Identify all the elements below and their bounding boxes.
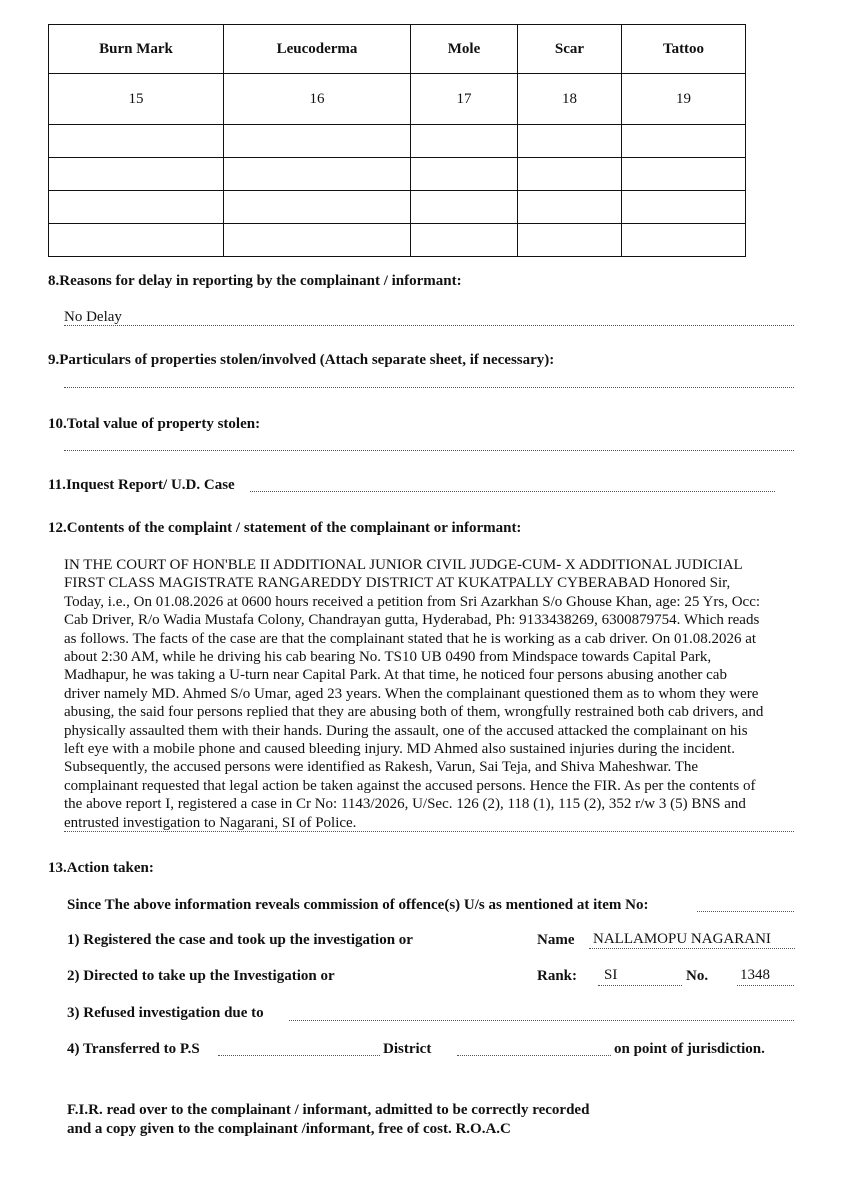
statement-line: Subsequently, the accused persons were identified as Rakesh, Varun, Sai Teja, and Shiva Maheshwar. The — [64, 759, 699, 776]
table-cell[interactable] — [224, 125, 411, 158]
table-cell[interactable] — [622, 224, 746, 257]
column-number: 17 — [411, 74, 518, 125]
statement-line: left eye with a mobile phone and caused bleeding injury. MD Ahmed also sustained injuries during the incident. — [64, 741, 735, 758]
officer-name-field[interactable] — [589, 948, 795, 949]
table-row — [49, 158, 746, 191]
table-cell[interactable] — [224, 224, 411, 257]
table-cell[interactable] — [224, 191, 411, 224]
section-12-heading — [48, 520, 521, 537]
section-13-heading — [48, 860, 154, 877]
action-item-3: 3) Refused investigation due to — [67, 1005, 264, 1021]
officer-number-value: 1348 — [740, 967, 770, 983]
table-cell[interactable] — [518, 191, 622, 224]
table-cell[interactable] — [518, 224, 622, 257]
section-label: Total value of property stolen: — [66, 416, 261, 432]
section-number: 11. — [48, 477, 66, 493]
statement-line: driver namely MD. Ahmed S/o Umar, aged 23 years. When the complainant questioned them as to whom they were — [64, 685, 759, 702]
table-cell[interactable] — [411, 125, 518, 158]
column-number: 15 — [49, 74, 224, 125]
refusal-reason-field[interactable] — [289, 1020, 794, 1021]
header-leucoderma: Leucoderma — [224, 25, 411, 74]
header-burn-mark: Burn Mark — [49, 25, 224, 74]
section-10-heading — [48, 416, 260, 433]
table-cell[interactable] — [411, 158, 518, 191]
table-cell[interactable] — [411, 191, 518, 224]
table-header-row — [49, 25, 746, 74]
header-tattoo: Tattoo — [622, 25, 746, 74]
section-label: Reasons for delay in reporting by the complainant / informant: — [59, 273, 462, 289]
table-row — [49, 125, 746, 158]
roac-line-1: F.I.R. read over to the complainant / informant, admitted to be correctly recorded — [67, 1102, 590, 1118]
statement-line: Cab Driver, R/o Wadia Mustafa Colony, Chandrayan gutta, Hyderabad, Ph: 9133438269, 6300879754. Which reads — [64, 612, 760, 629]
statement-line: Today, i.e., On 01.08.2026 at 0600 hours received a petition from Sri Azarkhan S/o Ghouse Khan, age: 25 Yrs, Occ: — [64, 593, 761, 610]
action-item-2: 2) Directed to take up the Investigation or — [67, 968, 335, 984]
section-11-heading — [48, 477, 235, 494]
table-cell[interactable] — [622, 125, 746, 158]
table-cell[interactable] — [49, 158, 224, 191]
section-number: 9. — [48, 352, 60, 368]
table-row — [49, 224, 746, 257]
statement-line: the above report I, registered a case in Cr No: 1143/2026, U/Sec. 126 (2), 118 (1), 115 (2), 352 r/w 3 (5) BNS and — [64, 796, 746, 813]
statement-line: Madhapur, he was taking a U-turn near Capital Park. At that time, he noticed four persons abusing another cab — [64, 667, 727, 684]
rank-label: Rank: — [537, 968, 578, 984]
statement-line: abusing, the said four persons replied that they are abusing both of them, wrongfully restrained both cab drivers, and — [64, 704, 764, 721]
table-cell[interactable] — [49, 224, 224, 257]
section-number: 10. — [48, 416, 67, 432]
district-label: District — [383, 1041, 432, 1057]
property-value-field[interactable] — [64, 450, 794, 451]
action-item-1: 1) Registered the case and took up the investigation or — [67, 932, 413, 948]
district-field[interactable] — [457, 1055, 611, 1056]
statement-line: as follows. The facts of the case are that the complainant stated that he is working as a cab driver. On 01.08.2026 at — [64, 630, 757, 647]
table-cell[interactable] — [622, 158, 746, 191]
section-label: Particulars of properties stolen/involved (Attach separate sheet, if necessary): — [59, 352, 555, 368]
section-number: 12. — [48, 520, 67, 536]
header-mole: Mole — [411, 25, 518, 74]
header-scar: Scar — [518, 25, 622, 74]
section-9-heading — [48, 352, 554, 369]
name-label: Name — [537, 932, 575, 948]
column-number: 19 — [622, 74, 746, 125]
delay-reason-field[interactable] — [64, 325, 794, 326]
action-item-4: 4) Transferred to P.S — [67, 1041, 200, 1057]
roac-line-2: and a copy given to the complainant /informant, free of cost. R.O.A.C — [67, 1121, 511, 1137]
table-cell[interactable] — [49, 125, 224, 158]
table-cell[interactable] — [49, 191, 224, 224]
table-row — [49, 191, 746, 224]
statement-line: IN THE COURT OF HON'BLE II ADDITIONAL JUNIOR CIVIL JUDGE-CUM- X ADDITIONAL JUDICIAL — [64, 557, 743, 573]
table-cell[interactable] — [518, 158, 622, 191]
table-cell[interactable] — [411, 224, 518, 257]
statement-line: FIRST CLASS MAGISTRATE RANGAREDDY DISTRICT AT KUKATPALLY CYBERABAD Honored Sir, — [64, 575, 731, 592]
section-number: 8. — [48, 273, 60, 289]
identification-marks-table — [48, 24, 746, 257]
number-label: No. — [686, 968, 709, 984]
action-intro: Since The above information reveals commission of offence(s) U/s as mentioned at item No: — [67, 897, 649, 913]
table-number-row — [49, 74, 746, 125]
jurisdiction-text: on point of jurisdiction. — [614, 1041, 765, 1057]
table-cell[interactable] — [622, 191, 746, 224]
rank-field[interactable] — [598, 985, 682, 986]
roac-note — [67, 1101, 589, 1139]
section-number: 13. — [48, 860, 67, 876]
officer-name-value: NALLAMOPU NAGARANI — [593, 931, 771, 947]
statement-end-line — [64, 831, 794, 832]
table-cell[interactable] — [518, 125, 622, 158]
section-label: Action taken: — [66, 860, 154, 876]
column-number: 18 — [518, 74, 622, 125]
inquest-report-field[interactable] — [250, 491, 775, 492]
stolen-properties-field[interactable] — [64, 387, 794, 388]
complaint-statement — [64, 556, 794, 832]
section-label: Inquest Report/ U.D. Case — [65, 477, 235, 493]
delay-reason-value: No Delay — [64, 309, 122, 325]
rank-value: SI — [604, 967, 618, 983]
item-number-field[interactable] — [697, 911, 794, 912]
column-number: 16 — [224, 74, 411, 125]
statement-line: physically assaulted them with their hands. During the assault, one of the accused attacked the complainant on his — [64, 722, 748, 739]
table-cell[interactable] — [224, 158, 411, 191]
section-label: Contents of the complaint / statement of the complainant or informant: — [66, 520, 522, 536]
section-8-heading — [48, 273, 462, 290]
transfer-ps-field[interactable] — [218, 1055, 380, 1056]
statement-line: entrusted investigation to Nagarani, SI of Police. — [64, 814, 357, 831]
statement-line: about 2:30 AM, while he driving his cab bearing No. TS10 UB 0490 from Mindspace towards Capital Park, — [64, 649, 712, 666]
statement-line: complainant requested that legal action be taken against the accused persons. Hence the FIR. As per the contents of — [64, 777, 756, 794]
officer-number-field[interactable] — [737, 985, 794, 986]
